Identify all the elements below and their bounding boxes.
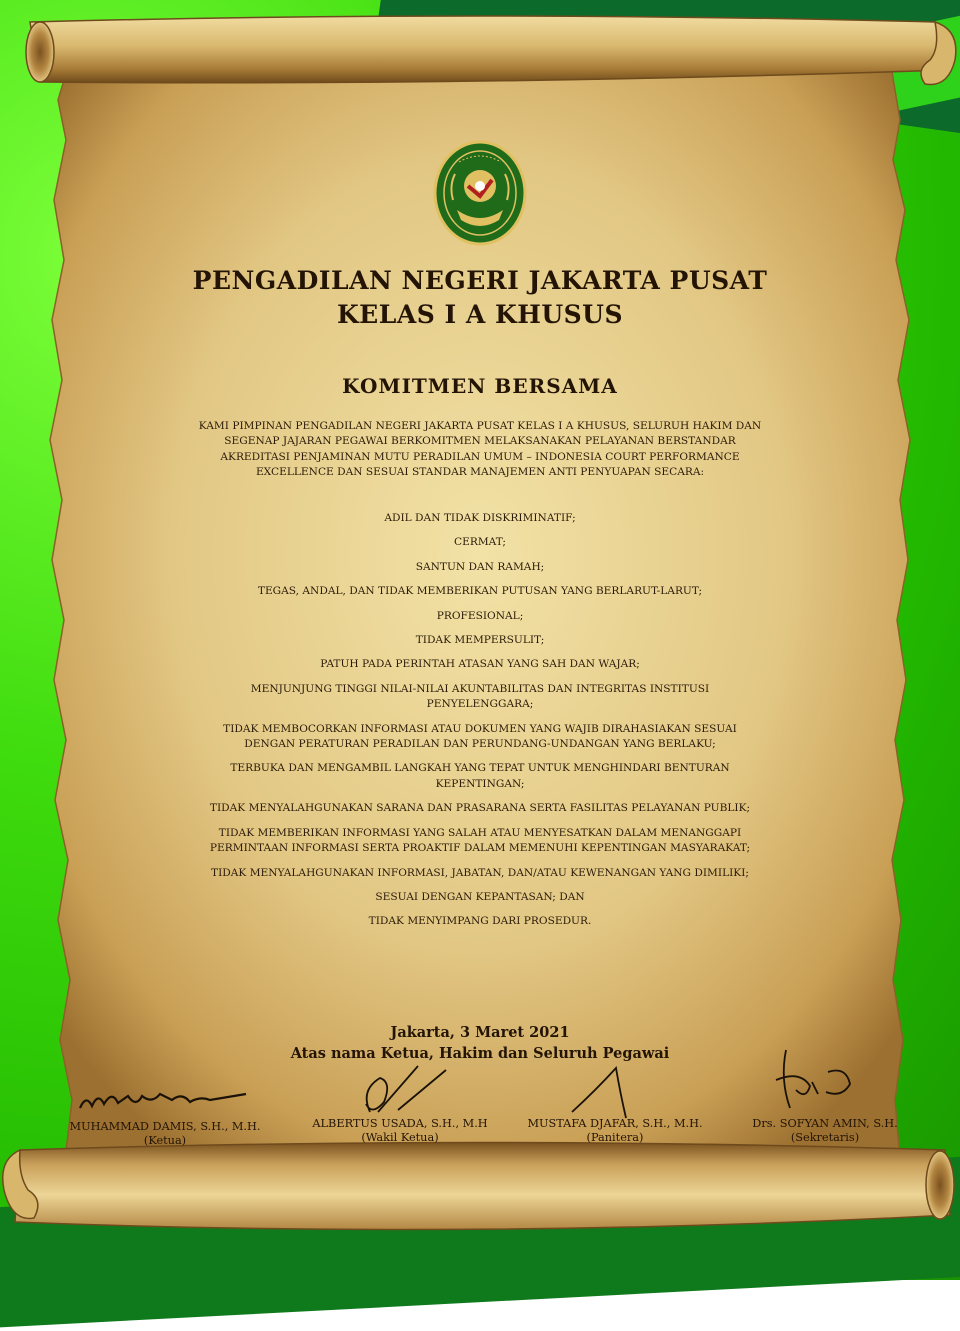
court-name: PENGADILAN NEGERI JAKARTA PUSAT: [192, 266, 768, 295]
signatory-role: (Sekretaris): [790, 1131, 860, 1144]
signatory-name: MUHAMMAD DAMIS, S.H., M.H.: [69, 1120, 261, 1133]
on-behalf-line: Atas nama Ketua, Hakim dan Seluruh Pegawai: [290, 1045, 670, 1062]
commitment-list: [200, 511, 760, 939]
signatory-role: (Panitera): [586, 1131, 644, 1144]
commitment-item: TEGAS, ANDAL, DAN TIDAK MEMBERIKAN PUTUSAN YANG BERLARUT-LARUT;: [257, 585, 703, 598]
scroll-bottom-roll: [15, 1143, 950, 1230]
court-class: KELAS I A KHUSUS: [336, 300, 624, 329]
commitment-item: TIDAK MEMBERIKAN INFORMASI YANG SALAH ATAU MENYESATKAN DALAM MENANGGAPI PERMINTAAN INFORMASI SERTA PROAKTIF DALAM MEMENUHI KEPENTINGAN MASYARAKAT;: [209, 826, 751, 855]
commitment-item: MENJUNJUNG TINGGI NILAI-NILAI AKUNTABILITAS DAN INTEGRITAS INSTITUSI PENYELENGGARA;: [250, 682, 710, 711]
commitment-item: TIDAK MEMPERSULIT;: [415, 634, 545, 647]
signatory-ketua: [55, 1120, 275, 1147]
intro-paragraph: KAMI PIMPINAN PENGADILAN NEGERI JAKARTA PUSAT KELAS I A KHUSUS, SELURUH HAKIM DAN SEGENAP JAJARAN PEGAWAI BERKOMITMEN MELAKSANAKAN PELAYANAN BERSTANDAR AKREDITASI PENJAMINAN MUTU PERADILAN UMUM – INDONESIA COURT PERFORMANCE EXCELLENCE DAN SESUAI STANDAR MANAJEMEN ANTI PENYUAPAN SECARA:: [198, 420, 762, 479]
court-emblem-icon: [433, 140, 527, 246]
commitment-item: PATUH PADA PERINTAH ATASAN YANG SAH DAN WAJAR;: [320, 658, 640, 671]
scroll-top-roll: [30, 16, 945, 83]
commitment-item: PROFESIONAL;: [436, 609, 524, 622]
signatory-name: Drs. SOFYAN AMIN, S.H.: [752, 1117, 898, 1130]
signatory-name: MUSTAFA DJAFAR, S.H., M.H.: [527, 1117, 703, 1130]
signatory-sekretaris: [715, 1117, 935, 1144]
document-heading: KOMITMEN BERSAMA: [342, 374, 618, 398]
signatory-role: (Ketua): [143, 1134, 187, 1147]
scroll-bottom-end-right: [926, 1151, 954, 1219]
commitment-item: TIDAK MENYIMPANG DARI PROSEDUR.: [368, 915, 592, 928]
commitment-item: TIDAK MENYALAHGUNAKAN INFORMASI, JABATAN, DAN/ATAU KEWENANGAN YANG DIMILIKI;: [211, 866, 749, 879]
signatory-name: ALBERTUS USADA, S.H., M.H: [312, 1117, 488, 1130]
signatory-panitera: [505, 1117, 725, 1144]
commitment-item: TERBUKA DAN MENGAMBIL LANGKAH YANG TEPAT UNTUK MENGHINDARI BENTURAN KEPENTINGAN;: [230, 762, 730, 790]
commitment-item: TIDAK MENYALAHGUNAKAN SARANA DAN PRASARANA SERTA FASILITAS PELAYANAN PUBLIK;: [209, 802, 751, 815]
commitment-item: CERMAT;: [454, 536, 506, 549]
place-date: Jakarta, 3 Maret 2021: [390, 1024, 570, 1041]
signatory-role: (Wakil Ketua): [361, 1131, 439, 1144]
scroll-top-end-left: [26, 22, 54, 82]
signatory-wakil-ketua: [290, 1117, 510, 1144]
commitment-item: TIDAK MEMBOCORKAN INFORMASI ATAU DOKUMEN YANG WAJIB DIRAHASIAKAN SESUAI DENGAN PERATURAN PERADILAN DAN PERUNDANG-UNDANGAN YANG BERLAKU;: [223, 722, 737, 751]
commitment-item: ADIL DAN TIDAK DISKRIMINATIF;: [384, 512, 576, 524]
commitment-item: SANTUN DAN RAMAH;: [415, 560, 545, 573]
commitment-item: SESUAI DENGAN KEPANTASAN; DAN: [375, 890, 585, 903]
